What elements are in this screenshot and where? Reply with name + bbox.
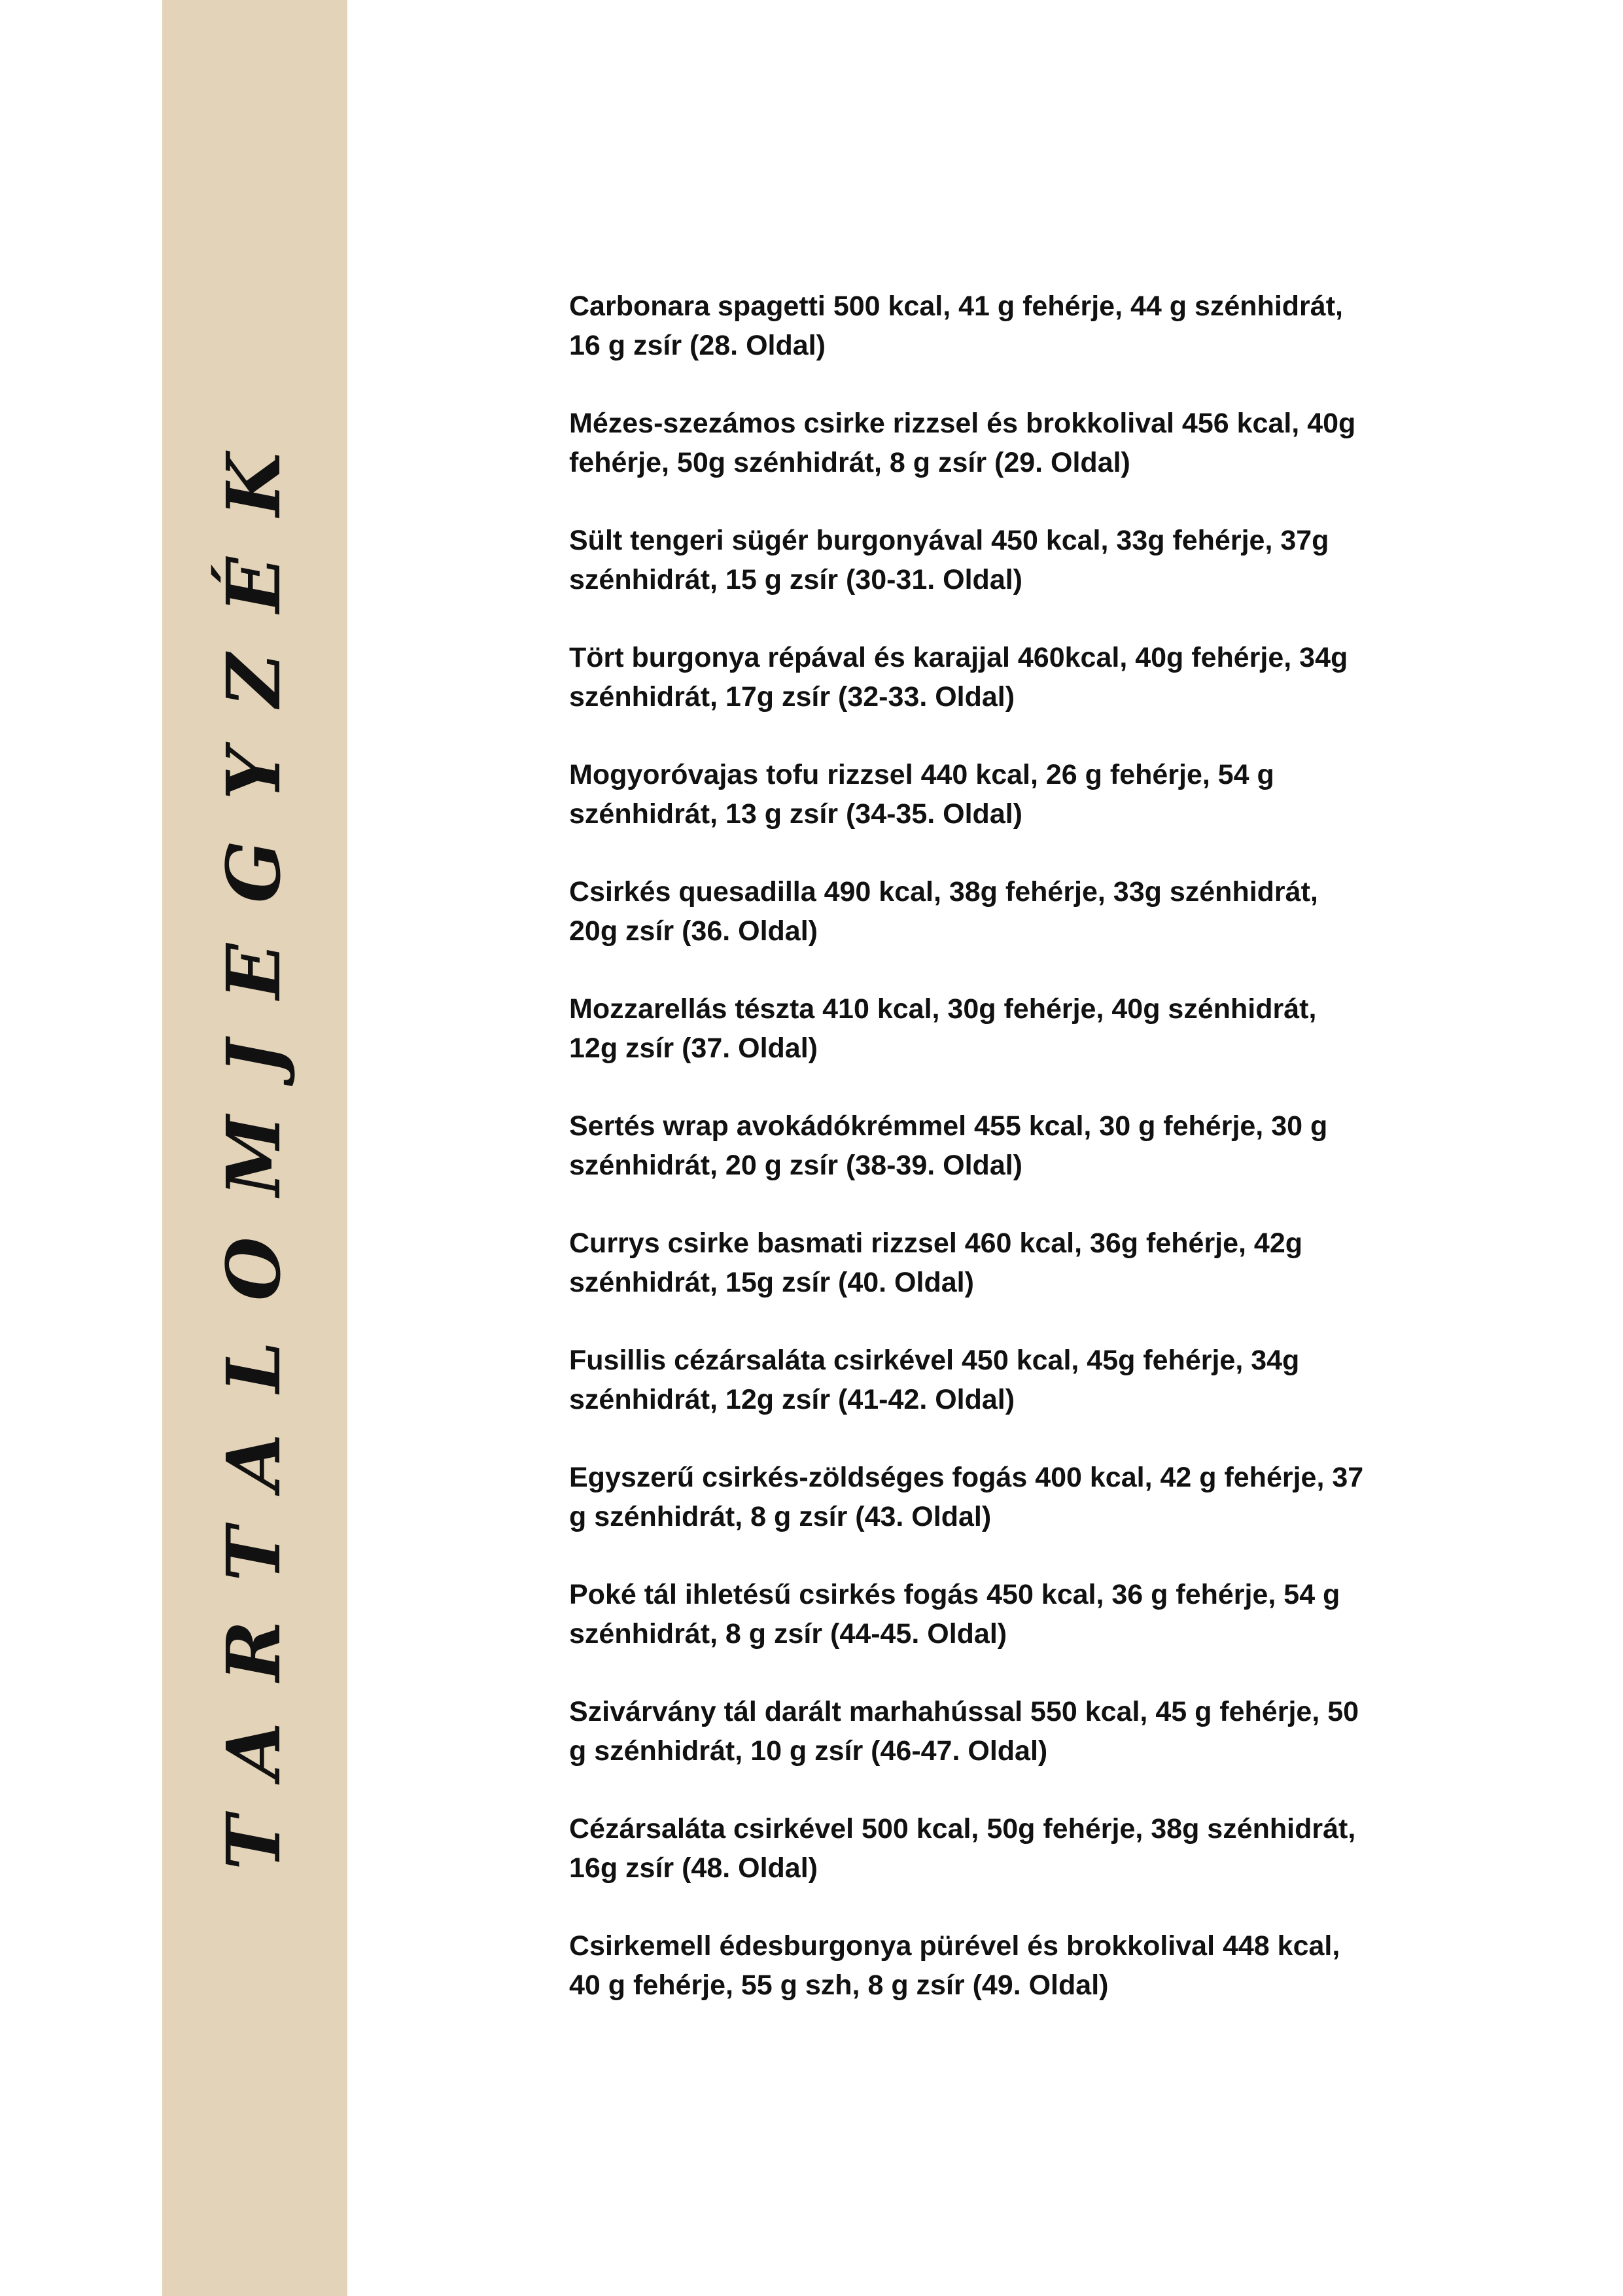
toc-entry-line-1: Tört burgonya répával és karajjal 460kcal, 40g fehérje, 34g (569, 642, 1348, 673)
toc-entry (569, 1926, 1498, 2005)
toc-entry-line-1: Mogyoróvajas tofu rizzsel 440 kcal, 26 g fehérje, 54 g (569, 759, 1274, 790)
toc-entry (569, 755, 1498, 834)
toc-entry (569, 1224, 1498, 1302)
toc-entry (569, 1341, 1498, 1419)
toc-entry-line-2: g szénhidrát, 10 g zsír (46-47. Oldal) (569, 1735, 1048, 1767)
toc-entry-line-2: 40 g fehérje, 55 g szh, 8 g zsír (49. Oldal) (569, 1969, 1109, 2001)
toc-entry (569, 1692, 1498, 1771)
toc-entry (569, 287, 1498, 365)
toc-entry (569, 872, 1498, 951)
toc-entry (569, 1809, 1498, 1888)
toc-entry (569, 989, 1498, 1068)
toc-entry-line-1: Poké tál ihletésű csirkés fogás 450 kcal, 36 g fehérje, 54 g (569, 1579, 1340, 1610)
toc-entry-line-2: szénhidrát, 17g zsír (32-33. Oldal) (569, 681, 1015, 713)
toc-entry-line-2: szénhidrát, 8 g zsír (44-45. Oldal) (569, 1618, 1007, 1650)
toc-entry (569, 638, 1498, 716)
table-of-contents (569, 287, 1498, 2043)
toc-entry-line-1: Csirkemell édesburgonya pürével és brokkolival 448 kcal, (569, 1930, 1340, 1962)
toc-entry-line-2: szénhidrát, 12g zsír (41-42. Oldal) (569, 1384, 1015, 1415)
toc-entry-line-1: Sült tengeri sügér burgonyával 450 kcal, 33g fehérje, 37g (569, 525, 1329, 556)
toc-entry-line-2: fehérje, 50g szénhidrát, 8 g zsír (29. Oldal) (569, 447, 1130, 478)
page-title: TARTALOMJEGYZÉK (211, 412, 297, 1871)
toc-entry-line-2: 20g zsír (36. Oldal) (569, 915, 818, 947)
toc-entry-line-1: Carbonara spagetti 500 kcal, 41 g fehérje, 44 g szénhidrát, (569, 291, 1343, 322)
toc-entry-line-1: Mézes-szezámos csirke rizzsel és brokkolival 456 kcal, 40g (569, 408, 1356, 439)
toc-entry-line-2: 16g zsír (48. Oldal) (569, 1852, 818, 1884)
toc-entry-line-2: szénhidrát, 13 g zsír (34-35. Oldal) (569, 798, 1022, 830)
toc-entry-line-1: Sertés wrap avokádókrémmel 455 kcal, 30 g fehérje, 30 g (569, 1110, 1328, 1142)
toc-entry (569, 1458, 1498, 1536)
toc-entry-line-2: szénhidrát, 15g zsír (40. Oldal) (569, 1267, 974, 1298)
toc-entry-line-2: szénhidrát, 20 g zsír (38-39. Oldal) (569, 1150, 1022, 1181)
toc-entry-line-2: g szénhidrát, 8 g zsír (43. Oldal) (569, 1501, 992, 1532)
toc-entry (569, 404, 1498, 482)
toc-entry-line-1: Currys csirke basmati rizzsel 460 kcal, 36g fehérje, 42g (569, 1227, 1303, 1259)
toc-entry (569, 1106, 1498, 1185)
toc-entry (569, 521, 1498, 599)
toc-entry-line-1: Cézársaláta csirkével 500 kcal, 50g fehérje, 38g szénhidrát, (569, 1813, 1356, 1845)
toc-entry-line-2: 12g zsír (37. Oldal) (569, 1033, 818, 1064)
toc-entry-line-1: Mozzarellás tészta 410 kcal, 30g fehérje, 40g szénhidrát, (569, 993, 1317, 1025)
toc-entry-line-1: Fusillis cézársaláta csirkével 450 kcal, 45g fehérje, 34g (569, 1345, 1300, 1376)
toc-entry-line-1: Egyszerű csirkés-zöldséges fogás 400 kcal, 42 g fehérje, 37 (569, 1462, 1364, 1493)
toc-entry (569, 1575, 1498, 1653)
toc-entry-line-2: szénhidrát, 15 g zsír (30-31. Oldal) (569, 564, 1022, 595)
toc-entry-line-1: Csirkés quesadilla 490 kcal, 38g fehérje, 33g szénhidrát, (569, 876, 1318, 908)
toc-entry-line-2: 16 g zsír (28. Oldal) (569, 330, 826, 361)
toc-entry-line-1: Szivárvány tál darált marhahússal 550 kcal, 45 g fehérje, 50 (569, 1696, 1359, 1727)
